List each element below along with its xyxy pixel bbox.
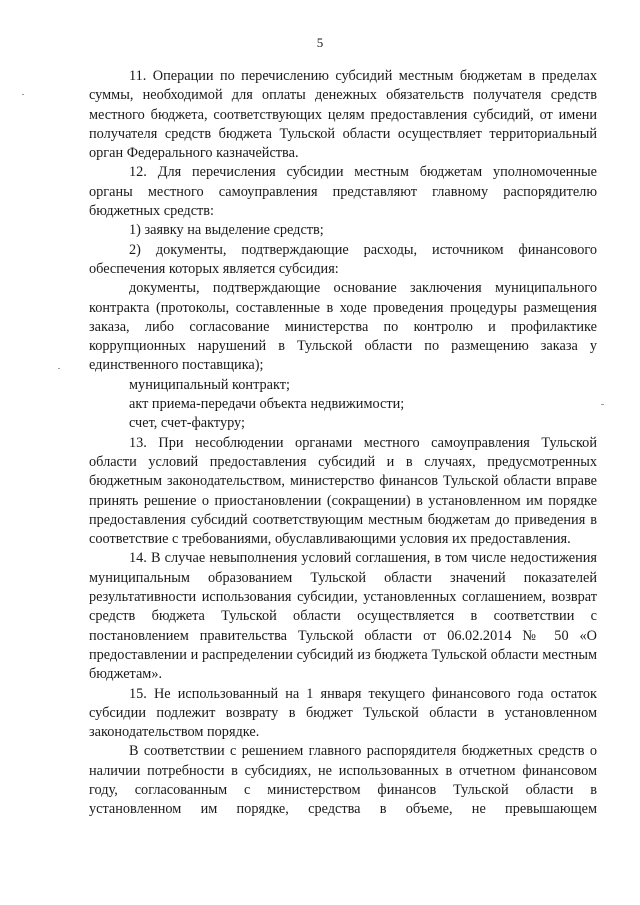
list-item-invoice: счет, счет-фактуру;	[129, 415, 245, 432]
list-item-documents: 2) документы, подтверждающие расходы, источником финансового обеспечения которых является субсидия:	[89, 241, 597, 277]
paragraph-12: 12. Для перечисления субсидии местным бюджетам уполномоченные органы местного самоуправления представляют главному распорядителю бюджетных средств:	[89, 164, 597, 220]
list-item-contract-basis: документы, подтверждающие основание заключения муниципального контракта (протоколы, составленные в ходе проведения процедуры размещения заказа, либо согласование министерства по контролю и профилактике коррупционных нарушений в Тульской области по размещению заказа у единственного поставщика);	[89, 280, 597, 374]
paragraph-13: 13. При несоблюдении органами местного самоуправления Тульской области условий предоставления субсидий и в случаях, предусмотренных бюджетным законодательством, министерство финансов Тульской области вправе принять решение о приостановлении (сокращении) в установленном им порядке предоставления субсидий соответствующим местным бюджетам до приведения в соответствие с требованиями, обуславливающими условия их предоставления.	[89, 434, 597, 548]
scan-mark	[601, 404, 604, 405]
paragraph-decision: В соответствии с решением главного распорядителя бюджетных средств о наличии потребности в субсидиях, не использованных в отчетном финансовом году, согласованным с министерством финансов Тульской области в установленном им порядке, средства в объеме, не превышающем	[89, 743, 597, 818]
scan-mark	[58, 368, 60, 369]
document-body	[89, 67, 597, 820]
scan-mark	[22, 94, 24, 95]
paragraph-11: 11. Операции по перечислению субсидий местным бюджетам в пределах суммы, необходимой для оплаты денежных обязательств получателя средств местного бюджета, соответствующих целям предоставления субсидий, от имени получателя средств бюджета Тульской области осуществляет территориальный орган Федерального казначейства.	[89, 68, 597, 162]
paragraph-15: 15. Не использованный на 1 января текущего финансового года остаток субсидии подлежит возврату в бюджет Тульской области в установленном законодательством порядке.	[89, 685, 597, 741]
paragraph-14: 14. В случае невыполнения условий соглашения, в том числе недостижения муниципальным образованием Тульской области значений показателей результативности использования субсидии, установленных соглашением, возврат средств бюджета Тульской области осуществляется в соответствии с постановлением правительства Тульской области от 06.02.2014 № 50 «О предоставлении и распределении субсидий из бюджета Тульской области местным бюджетам».	[89, 550, 597, 683]
list-item-application: 1) заявку на выделение средств;	[129, 222, 324, 239]
page-number: 5	[316, 35, 324, 50]
list-item-transfer-act: акт приема-передачи объекта недвижимости;	[129, 396, 405, 413]
list-item-municipal-contract: муниципальный контракт;	[129, 376, 290, 393]
